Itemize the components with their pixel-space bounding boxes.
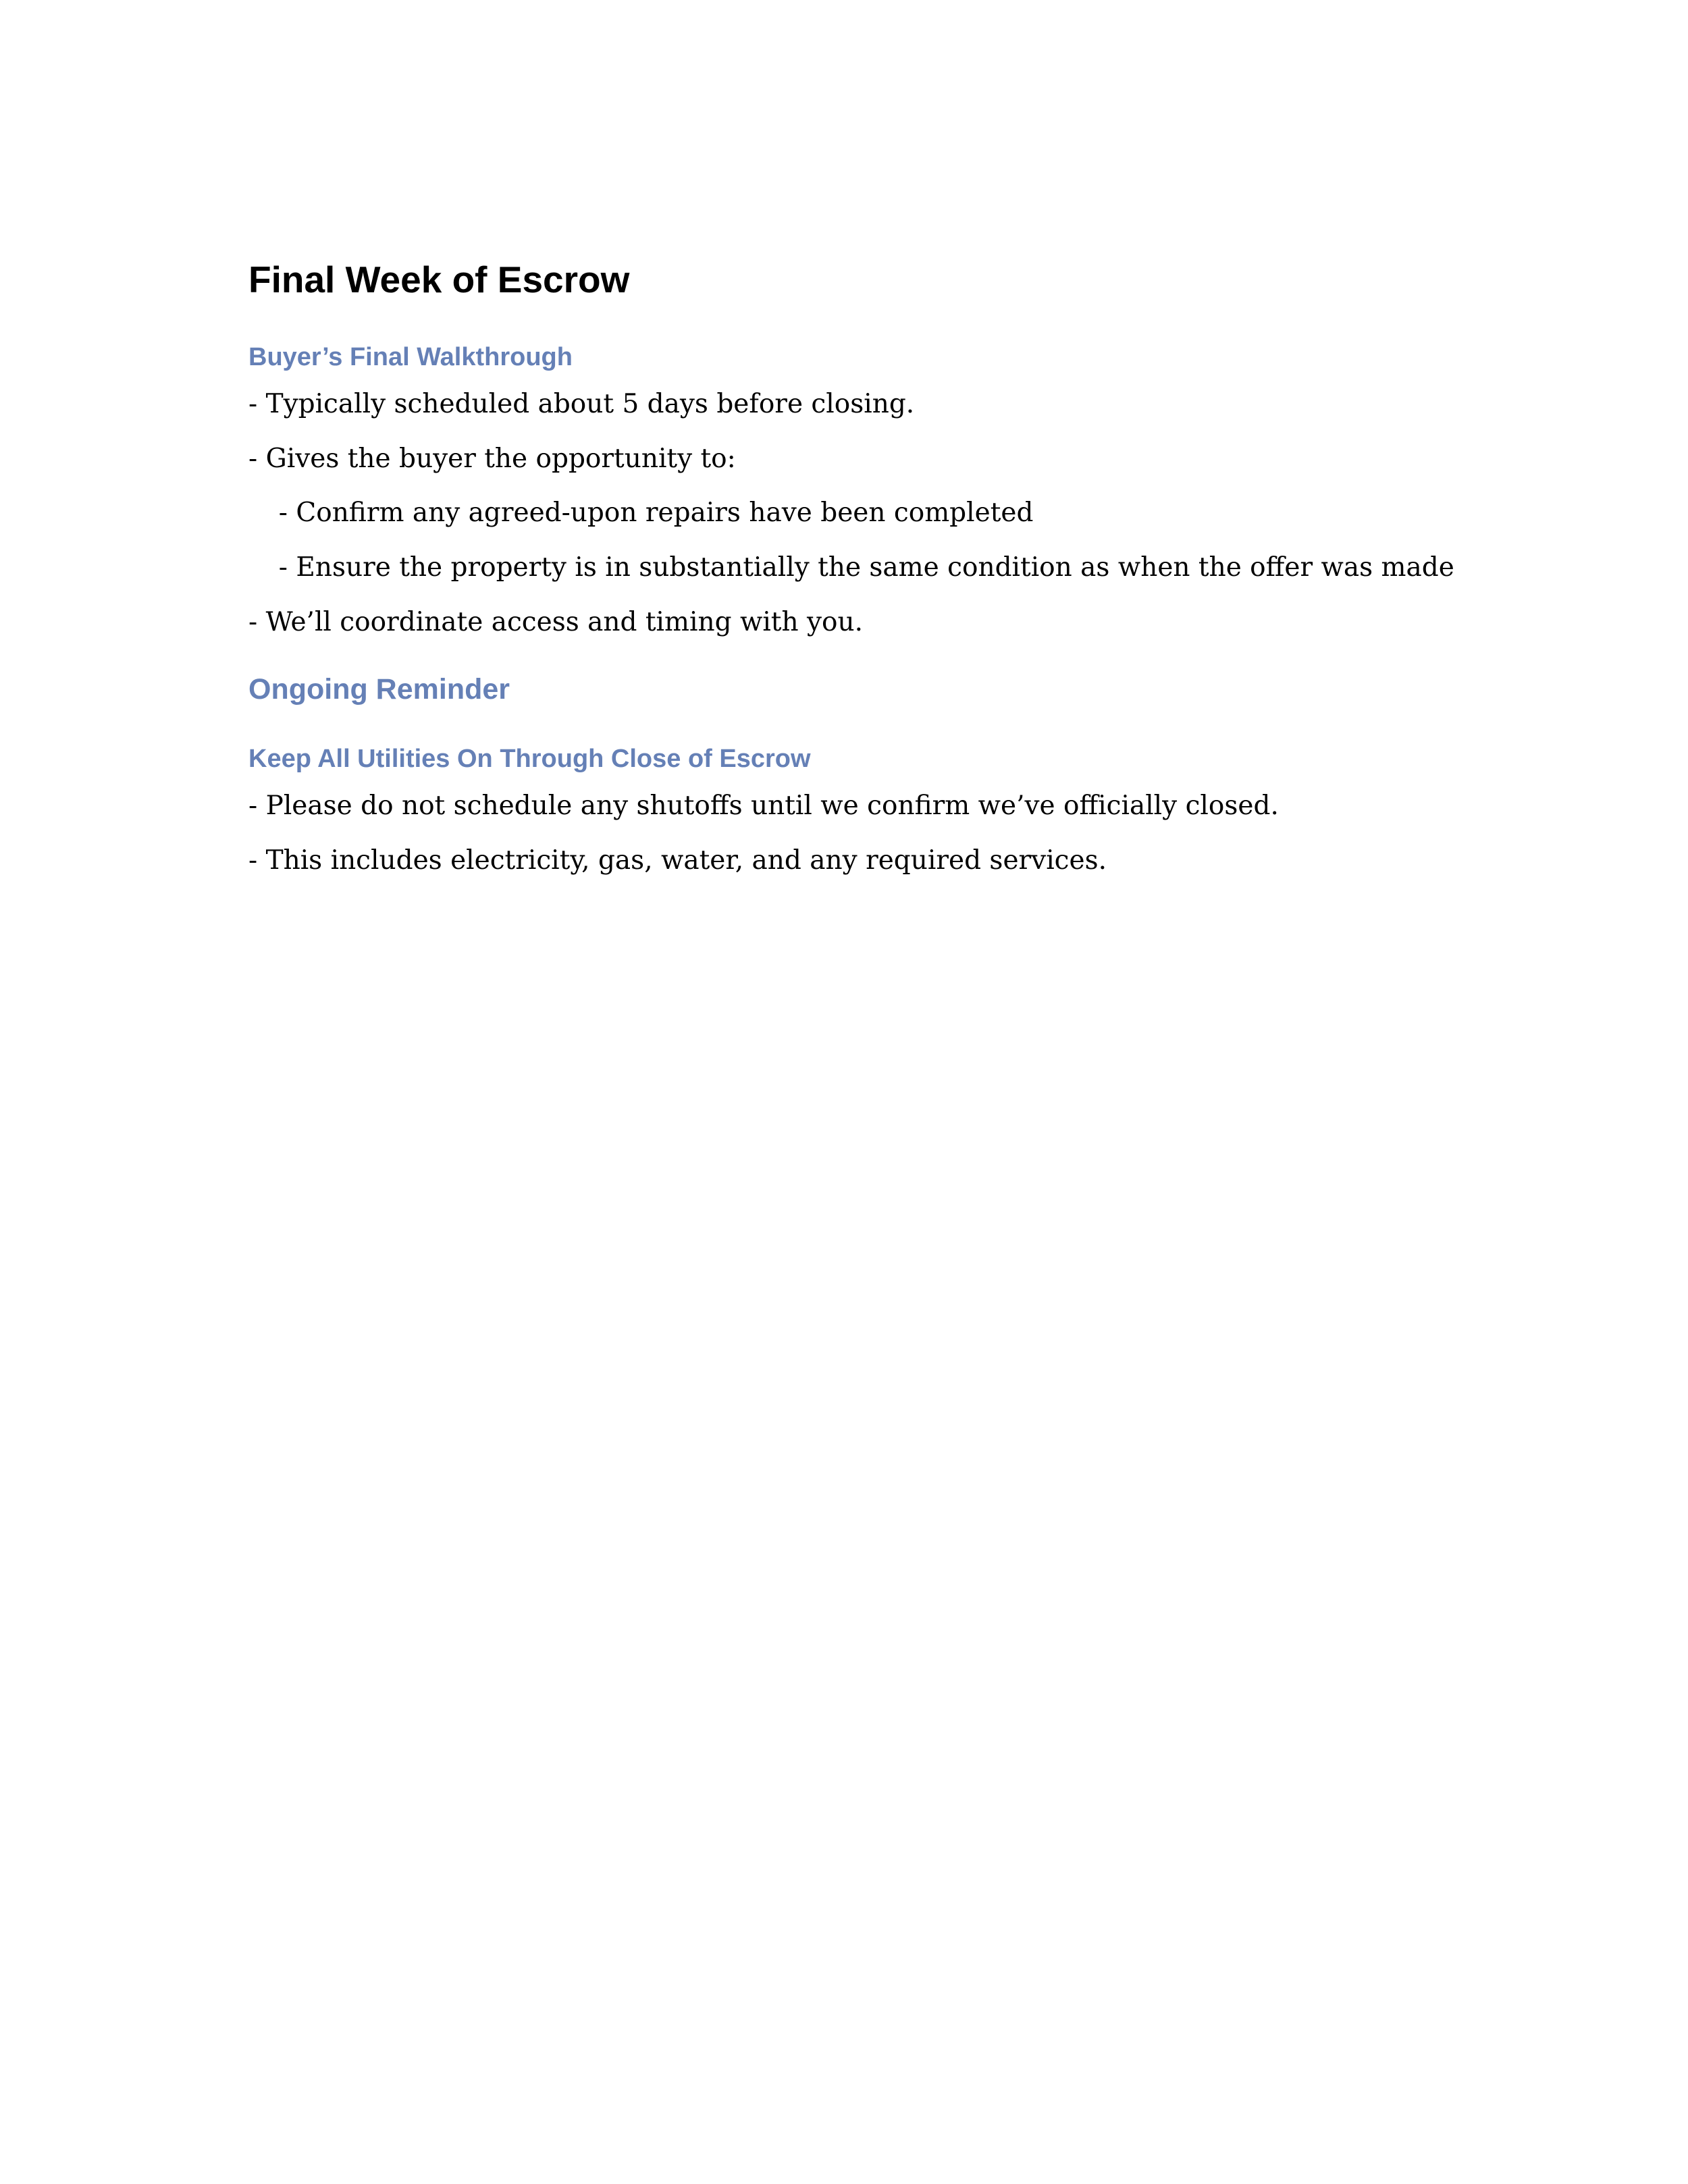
section-heading-final-walkthrough: Buyer’s Final Walkthrough — [248, 343, 573, 371]
walkthrough-line-2: - Gives the buyer the opportunity to: — [248, 444, 736, 474]
utilities-line-2: - This includes electricity, gas, water, and any required services. — [248, 845, 1107, 876]
subheading-utilities: Keep All Utilities On Through Close of Escrow — [248, 745, 811, 773]
walkthrough-line-3: - We’ll coordinate access and timing with you. — [248, 607, 864, 637]
walkthrough-subline-condition: - Ensure the property is in substantially the same condition as when the offer was made — [262, 552, 1454, 583]
section-heading-ongoing-reminder: Ongoing Reminder — [248, 673, 510, 705]
walkthrough-subline-repairs: - Confirm any agreed-upon repairs have been completed — [262, 498, 1034, 528]
page-title: Final Week of Escrow — [248, 259, 630, 300]
walkthrough-line-1: - Typically scheduled about 5 days before closing. — [248, 389, 915, 419]
utilities-line-1: - Please do not schedule any shutoffs until we confirm we’ve officially closed. — [248, 791, 1279, 821]
